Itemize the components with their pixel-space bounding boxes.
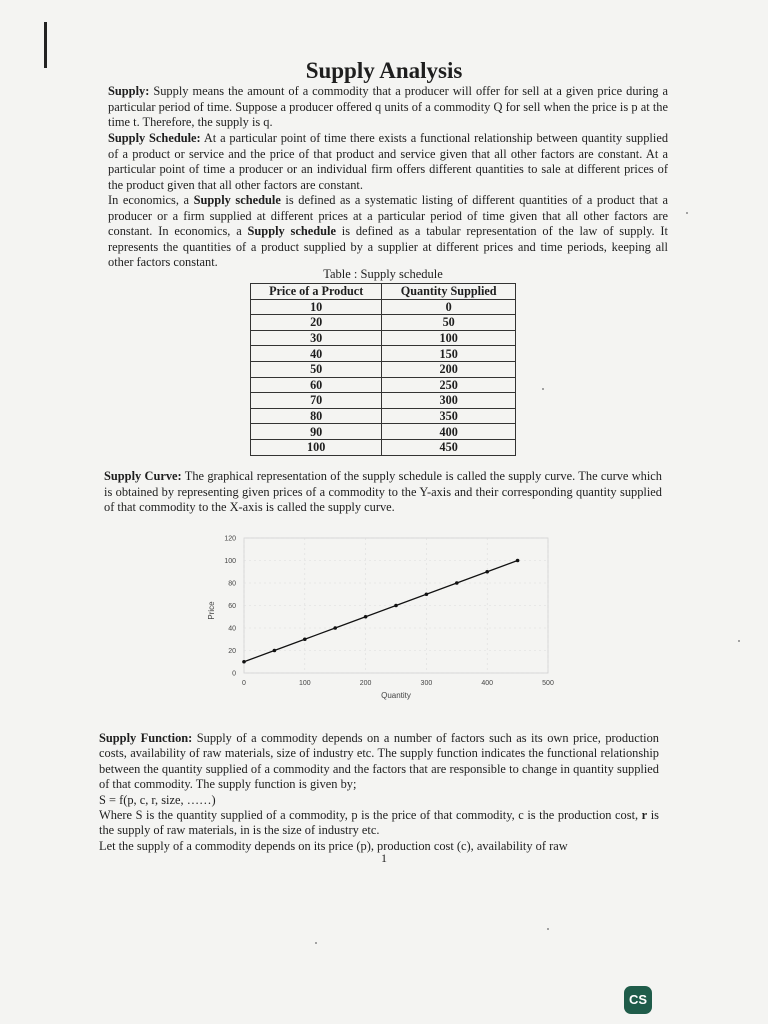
x-tick-label: 500 (542, 680, 554, 687)
y-axis-label: Price (207, 601, 216, 620)
economics-paragraph (108, 193, 668, 271)
supply-schedule-table (250, 283, 516, 456)
supply-curve-chart (200, 528, 580, 708)
table-row (251, 439, 516, 455)
y-tick-label: 0 (232, 670, 236, 678)
price-cell: 30 (251, 330, 382, 346)
quantity-cell: 0 (382, 299, 516, 315)
supply-point (425, 592, 429, 596)
price-cell: 50 (251, 361, 382, 377)
supply-point (333, 626, 337, 630)
economics-text-3: is defined as a tabular representation of the law of supply. It represents the quantities of a product supplied by a supplier at different prices and time periods, keeping all other factors constant. (108, 224, 668, 270)
schedule-term: Supply Schedule: (108, 131, 201, 145)
quantity-cell: 300 (382, 393, 516, 409)
supply-curve-paragraph (104, 469, 662, 516)
economics-text-2: is defined as a systematic listing of different quantities of a product that a producer or a firm supplied at different prices at a particular period of time given that all other factors are constant. In economics, a (108, 193, 669, 239)
function-where (99, 808, 659, 839)
y-tick-label: 40 (228, 625, 236, 633)
function-intro (99, 731, 659, 793)
supply-function-paragraph (99, 731, 659, 854)
supply-schedule-definition (108, 131, 668, 193)
y-tick-label: 60 (228, 603, 236, 610)
supply-point (273, 649, 277, 653)
quantity-cell: 400 (382, 424, 516, 440)
function-last-line: Let the supply of a commodity depends on its price (p), production cost (c), availability of raw (99, 838, 568, 853)
supply-definition (108, 84, 668, 131)
table-row (251, 330, 516, 346)
x-tick-label: 400 (481, 680, 494, 687)
quantity-cell: 200 (382, 361, 516, 377)
table-row (251, 424, 516, 440)
y-tick-label: 20 (228, 648, 236, 655)
supply-text: Supply means the amount of a commodity that a producer will offer for sell at a given price during a particular period of time. Suppose a producer offered q units of a commodity Q for sell when the price is p at the time t. Therefore, the supply is q. (108, 84, 668, 130)
quantity-cell: 350 (382, 408, 516, 424)
supply-line (244, 561, 518, 662)
header-quantity: Quantity Supplied (382, 284, 516, 300)
supply-point (455, 581, 459, 585)
economics-term-2: Supply schedule (247, 224, 336, 239)
scan-speck (315, 942, 317, 944)
supply-point (485, 570, 489, 574)
table-row (251, 346, 516, 362)
table-row (251, 393, 516, 409)
table-row (251, 299, 516, 315)
supply-point (303, 637, 307, 641)
price-cell: 60 (251, 377, 382, 393)
price-cell: 20 (251, 315, 382, 331)
quantity-cell: 150 (382, 346, 516, 362)
x-tick-label: 0 (242, 680, 246, 687)
economics-term-1: Supply schedule (193, 193, 281, 207)
chart-series (242, 559, 519, 664)
quantity-cell: 50 (382, 315, 516, 331)
y-tick-label: 100 (224, 558, 236, 565)
quantity-cell: 450 (382, 439, 516, 455)
supply-point (364, 615, 368, 619)
chart-axes (224, 536, 554, 688)
function-text: Supply of a commodity depends on a number of factors such as its own price, production costs, availability of raw materials, size of industry etc. The supply function indicates the functional relationship between the quantity supplied of a commodity and the factors that are responsible to change in quantity supplied of that commodity. The supply function is given by; (99, 731, 659, 792)
supply-point (242, 660, 246, 664)
supply-point (516, 559, 520, 563)
quantity-cell: 250 (382, 377, 516, 393)
scan-speck (686, 212, 688, 214)
price-cell: 40 (251, 346, 382, 362)
scan-speck (547, 928, 549, 930)
function-term: Supply Function: (99, 731, 193, 745)
supply-formula: S = f(p, c, r, size, ……) (99, 792, 216, 807)
y-tick-label: 120 (224, 535, 236, 543)
table-row (251, 361, 516, 377)
x-tick-label: 200 (359, 680, 372, 687)
scan-speck (542, 388, 544, 390)
price-cell: 80 (251, 408, 382, 424)
table-row (251, 377, 516, 393)
header-price: Price of a Product (251, 284, 382, 300)
where-r: r (641, 808, 648, 823)
supply-point (394, 604, 398, 608)
table-header-row (251, 284, 516, 300)
price-cell: 90 (251, 424, 382, 440)
where-text-1: Where S is the quantity supplied of a commodity, p is the price of that commodity, c is the production cost, (99, 808, 642, 823)
supply-term: Supply: (108, 84, 150, 98)
scan-speck (738, 640, 740, 642)
table-caption: Table : Supply schedule (323, 267, 443, 281)
economics-text-1: In economics, a (108, 193, 194, 207)
x-tick-label: 100 (298, 680, 311, 687)
camscanner-badge: CS (624, 986, 652, 1014)
x-axis-label: Quantity (381, 691, 411, 700)
page-title: Supply Analysis (305, 58, 463, 83)
y-tick-label: 80 (228, 580, 236, 588)
curve-text: The graphical representation of the supply schedule is called the supply curve. The curve which is obtained by representing given prices of a commodity to the Y-axis and their corresponding quantity supplied of that commodity to the X-axis is called the supply curve. (104, 469, 662, 515)
table-row (251, 408, 516, 424)
price-cell: 70 (251, 393, 382, 409)
curve-term: Supply Curve: (104, 469, 182, 483)
price-cell: 10 (251, 299, 382, 315)
table-row (251, 315, 516, 331)
schedule-text: At a particular point of time there exists a functional relationship between quantity supplied of a product or service and the price of that product and service given that all other factors are constant. At a particular point of time a producer or an individual firm offers different quantities to sale at different prices of the product given that all other factors are constant. (108, 131, 669, 192)
page-number: 1 (381, 851, 387, 865)
x-tick-label: 300 (420, 680, 433, 687)
where-text-2: is the supply of raw materials, in is the size of industry etc. (99, 808, 659, 838)
quantity-cell: 100 (382, 330, 516, 346)
price-cell: 100 (251, 439, 382, 455)
